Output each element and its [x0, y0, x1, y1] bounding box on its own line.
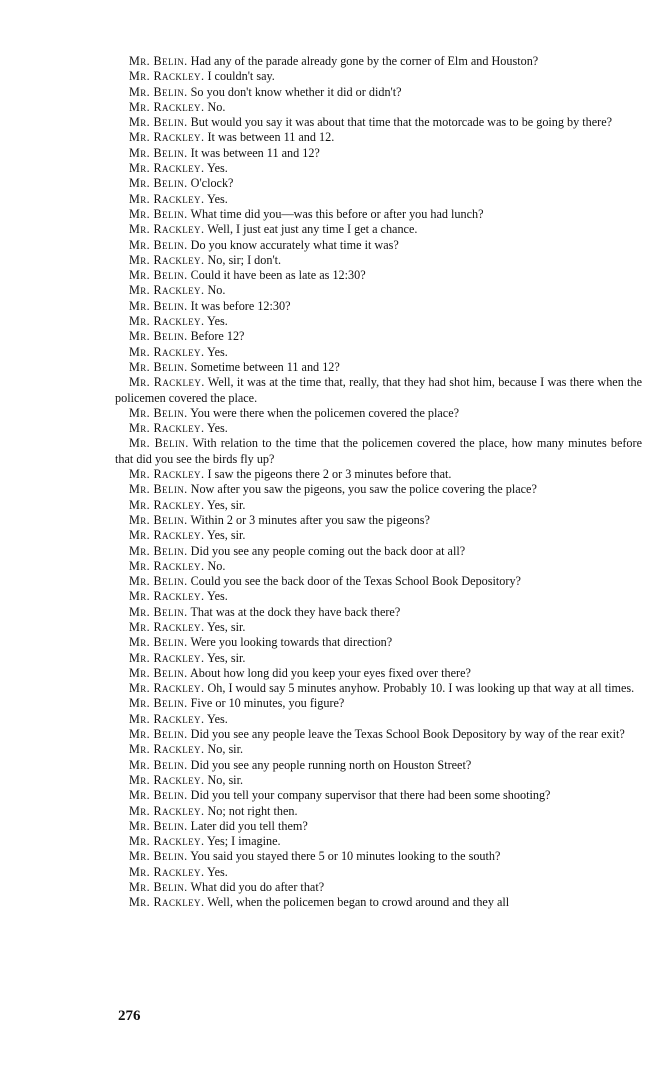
transcript-paragraph [115, 865, 642, 880]
speech-text: Yes, sir. [207, 497, 246, 512]
speaker-name: Mr. Rackley. [129, 558, 205, 573]
speaker-name: Mr. Belin. [129, 788, 188, 803]
speech-text: Yes. [207, 864, 228, 879]
speaker-name: Mr. Belin. [129, 436, 189, 451]
speaker-name: Mr. Belin. [129, 359, 188, 374]
speech-text: Yes; I imagine. [207, 834, 281, 849]
speaker-name: Mr. Belin. [129, 405, 188, 420]
speaker-name: Mr. Rackley. [129, 99, 205, 114]
speaker-name: Mr. Rackley. [129, 864, 205, 879]
speech-text: Well, it was at the time that, really, that they had shot him, because I was there when the policemen covered the place. [115, 375, 643, 405]
speech-text: You said you stayed there 5 or 10 minutes looking to the south? [190, 849, 501, 864]
speaker-name: Mr. Rackley. [129, 222, 205, 237]
speaker-name: Mr. Belin. [129, 512, 188, 527]
speaker-name: Mr. Rackley. [129, 681, 205, 696]
transcript-paragraph [115, 406, 642, 421]
speaker-name: Mr. Belin. [129, 757, 188, 772]
speaker-name: Mr. Rackley. [129, 161, 205, 176]
speech-text: So you don't know whether it did or didn't? [190, 84, 402, 99]
speaker-name: Mr. Belin. [129, 849, 188, 864]
speaker-name: Mr. Belin. [129, 665, 188, 680]
speech-text: That was at the dock they have back there? [190, 604, 401, 619]
transcript-paragraph [115, 345, 642, 360]
speaker-name: Mr. Belin. [129, 574, 188, 589]
speaker-name: Mr. Rackley. [129, 772, 205, 787]
speaker-name: Mr. Rackley. [129, 191, 205, 206]
speaker-name: Mr. Rackley. [129, 895, 205, 910]
transcript-paragraph [115, 436, 642, 467]
speech-text: Could it have been as late as 12:30? [190, 268, 366, 283]
speaker-name: Mr. Rackley. [129, 283, 205, 298]
transcript-paragraph [115, 574, 642, 589]
speaker-name: Mr. Belin. [129, 696, 188, 711]
transcript-paragraph [115, 146, 642, 161]
transcript-paragraph [115, 360, 642, 375]
speech-text: Yes. [207, 161, 228, 176]
speech-text: No, sir; I don't. [207, 252, 282, 267]
speaker-name: Mr. Rackley. [129, 375, 205, 390]
transcript-paragraph [115, 85, 642, 100]
transcript-paragraph [115, 498, 642, 513]
speaker-name: Mr. Belin. [129, 54, 188, 68]
speech-text: Well, I just eat just any time I get a chance. [207, 222, 418, 237]
speaker-name: Mr. Belin. [129, 237, 188, 252]
transcript-paragraph [115, 880, 642, 895]
speech-text: No. [207, 99, 226, 114]
speech-text: Before 12? [190, 329, 245, 344]
transcript-paragraph [115, 544, 642, 559]
speaker-name: Mr. Belin. [129, 115, 188, 130]
speaker-name: Mr. Rackley. [129, 650, 205, 665]
transcript-paragraph [115, 513, 642, 528]
speech-text: Yes, sir. [207, 650, 246, 665]
speaker-name: Mr. Belin. [129, 482, 188, 497]
transcript-paragraph [115, 176, 642, 191]
speaker-name: Mr. Belin. [129, 84, 188, 99]
speaker-name: Mr. Belin. [129, 206, 188, 221]
speaker-name: Mr. Rackley. [129, 742, 205, 757]
transcript-paragraph [115, 681, 642, 696]
transcript-paragraph [115, 54, 642, 69]
speech-text: With relation to the time that the policemen covered the place, how many minutes before that did you see the birds fly up? [115, 436, 642, 466]
speech-text: Did you tell your company supervisor that there had been some shooting? [190, 788, 551, 803]
speech-text: Later did you tell them? [190, 818, 308, 833]
transcript-paragraph [115, 421, 642, 436]
speaker-name: Mr. Belin. [129, 604, 188, 619]
transcript-paragraph [115, 849, 642, 864]
transcript-paragraph [115, 314, 642, 329]
transcript-paragraph [115, 222, 642, 237]
speech-text: Did you see any people running north on Houston Street? [190, 757, 472, 772]
speech-text: It was between 11 and 12. [207, 130, 335, 145]
speech-text: Yes. [207, 421, 228, 436]
transcript-paragraph [115, 895, 642, 910]
speaker-name: Mr. Rackley. [129, 421, 205, 436]
transcript-paragraph [115, 130, 642, 145]
speaker-name: Mr. Rackley. [129, 130, 205, 145]
transcript-paragraph [115, 819, 642, 834]
transcript-paragraph [115, 696, 642, 711]
speaker-name: Mr. Belin. [129, 635, 188, 650]
speech-text: No; not right then. [207, 803, 298, 818]
transcript-paragraph [115, 115, 642, 130]
transcript-paragraph [115, 758, 642, 773]
speech-text: Within 2 or 3 minutes after you saw the pigeons? [190, 512, 430, 527]
speech-text: Yes. [207, 589, 228, 604]
speaker-name: Mr. Belin. [129, 543, 188, 558]
transcript-paragraph [115, 375, 642, 406]
speaker-name: Mr. Belin. [129, 268, 188, 283]
transcript-paragraph [115, 620, 642, 635]
transcript-body [115, 54, 642, 911]
transcript-paragraph [115, 605, 642, 620]
speaker-name: Mr. Belin. [129, 176, 188, 191]
speech-text: But would you say it was about that time that the motorcade was to be going by there? [190, 115, 613, 130]
speaker-name: Mr. Rackley. [129, 467, 205, 482]
speaker-name: Mr. Rackley. [129, 589, 205, 604]
speech-text: Do you know accurately what time it was? [190, 237, 399, 252]
speech-text: Were you looking towards that direction? [190, 635, 393, 650]
speech-text: Sometime between 11 and 12? [190, 359, 340, 374]
speech-text: Could you see the back door of the Texas School Book Depository? [190, 574, 521, 589]
transcript-paragraph [115, 712, 642, 727]
speech-text: I couldn't say. [207, 69, 275, 84]
speech-text: It was before 12:30? [190, 298, 291, 313]
transcript-paragraph [115, 299, 642, 314]
speech-text: What did you do after that? [190, 880, 325, 895]
transcript-paragraph [115, 100, 642, 115]
transcript-paragraph [115, 207, 642, 222]
transcript-paragraph [115, 559, 642, 574]
speaker-name: Mr. Belin. [129, 145, 188, 160]
speech-text: I saw the pigeons there 2 or 3 minutes before that. [207, 467, 452, 482]
speech-text: Yes. [207, 344, 228, 359]
transcript-paragraph [115, 788, 642, 803]
transcript-paragraph [115, 666, 642, 681]
speech-text: Did you see any people leave the Texas School Book Depository by way of the rear exit? [190, 727, 625, 742]
transcript-paragraph [115, 528, 642, 543]
speech-text: Did you see any people coming out the back door at all? [190, 543, 466, 558]
speech-text: No. [207, 558, 226, 573]
speaker-name: Mr. Rackley. [129, 803, 205, 818]
transcript-paragraph [115, 635, 642, 650]
speaker-name: Mr. Rackley. [129, 314, 205, 329]
speech-text: It was between 11 and 12? [190, 145, 320, 160]
speaker-name: Mr. Rackley. [129, 69, 205, 84]
speaker-name: Mr. Rackley. [129, 619, 205, 634]
transcript-paragraph [115, 589, 642, 604]
speaker-name: Mr. Belin. [129, 298, 188, 313]
speech-text: O'clock? [190, 176, 234, 191]
transcript-paragraph [115, 238, 642, 253]
speech-text: Yes. [207, 314, 228, 329]
speaker-name: Mr. Belin. [129, 880, 188, 895]
transcript-paragraph [115, 69, 642, 84]
speech-text: You were there when the policemen covered the place? [190, 405, 460, 420]
transcript-paragraph [115, 467, 642, 482]
transcript-paragraph [115, 742, 642, 757]
transcript-paragraph [115, 482, 642, 497]
speech-text: No, sir. [207, 772, 244, 787]
speech-text: Yes. [207, 191, 228, 206]
speech-text: Had any of the parade already gone by the corner of Elm and Houston? [190, 54, 539, 68]
transcript-paragraph [115, 834, 642, 849]
transcript-paragraph [115, 192, 642, 207]
speaker-name: Mr. Rackley. [129, 497, 205, 512]
transcript-paragraph [115, 268, 642, 283]
speaker-name: Mr. Rackley. [129, 344, 205, 359]
transcript-paragraph [115, 161, 642, 176]
speaker-name: Mr. Rackley. [129, 834, 205, 849]
speech-text: What time did you—was this before or after you had lunch? [190, 206, 484, 221]
transcript-paragraph [115, 329, 642, 344]
transcript-paragraph [115, 253, 642, 268]
transcript-paragraph [115, 773, 642, 788]
speaker-name: Mr. Rackley. [129, 711, 205, 726]
transcript-paragraph [115, 283, 642, 298]
speech-text: Five or 10 minutes, you figure? [190, 696, 345, 711]
speaker-name: Mr. Rackley. [129, 252, 205, 267]
speech-text: No, sir. [207, 742, 244, 757]
speech-text: Oh, I would say 5 minutes anyhow. Probably 10. I was looking up that way at all times. [207, 681, 635, 696]
speech-text: Well, when the policemen began to crowd around and they all [207, 895, 510, 910]
speech-text: About how long did you keep your eyes fixed over there? [189, 665, 471, 680]
speech-text: No. [207, 283, 226, 298]
transcript-paragraph [115, 727, 642, 742]
transcript-paragraph [115, 804, 642, 819]
speaker-name: Mr. Belin. [129, 818, 188, 833]
speaker-name: Mr. Belin. [129, 727, 188, 742]
page-number: 276 [118, 1008, 141, 1024]
speaker-name: Mr. Rackley. [129, 528, 205, 543]
transcript-paragraph [115, 651, 642, 666]
speech-text: Now after you saw the pigeons, you saw the police covering the place? [190, 482, 537, 497]
speech-text: Yes, sir. [207, 619, 246, 634]
speaker-name: Mr. Belin. [129, 329, 188, 344]
speech-text: Yes. [207, 711, 228, 726]
speech-text: Yes, sir. [207, 528, 246, 543]
